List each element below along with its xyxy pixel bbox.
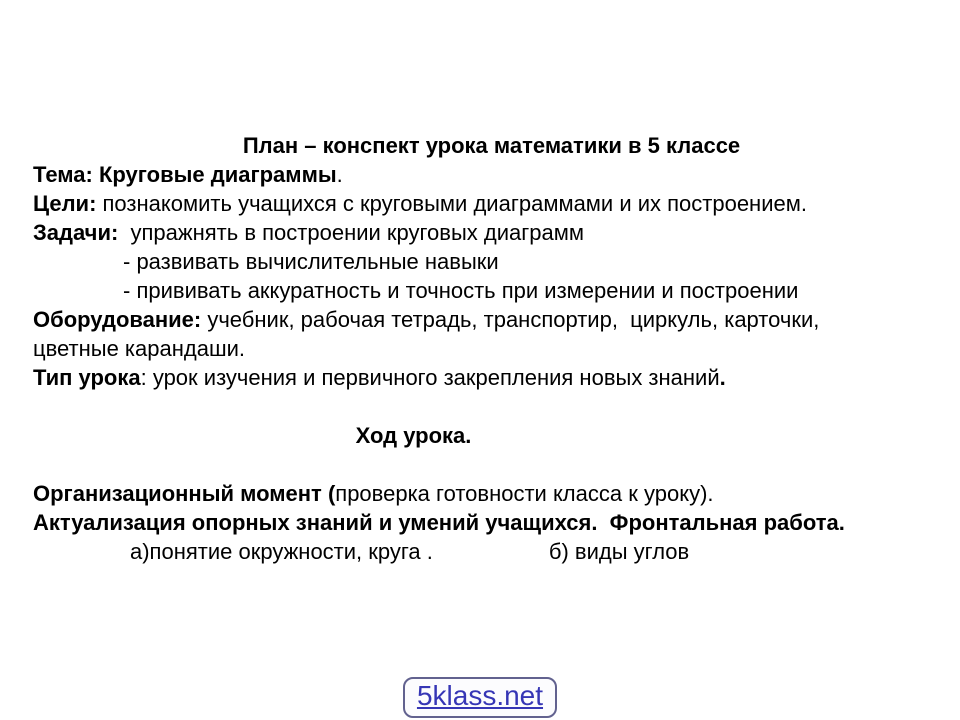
subitem-a: а)понятие окружности, круга . xyxy=(130,539,433,564)
footer-site-link[interactable]: 5klass.net xyxy=(416,680,544,711)
celi-label: Цели: xyxy=(33,191,97,216)
blank-line-1 xyxy=(33,392,930,421)
task-privivat-line: - прививать аккуратность и точность при измерении и построении xyxy=(123,278,799,303)
task-develop-line: - развивать вычислительные навыки xyxy=(123,249,499,274)
footer-site-button[interactable] xyxy=(403,677,557,718)
zadachi-label: Задачи: xyxy=(33,220,119,245)
tip-uroka-line xyxy=(33,363,930,392)
blank-line-2 xyxy=(33,450,930,479)
tip-uroka-label: Тип урока xyxy=(33,365,141,390)
celi-text: познакомить учащихся с круговыми диаграммами и их построением. xyxy=(96,191,807,216)
hod-uroka-heading: Ход урока. xyxy=(355,423,472,448)
oborudovanie-line2: цветные карандаши. xyxy=(33,336,246,361)
subitem-b: б) виды углов xyxy=(548,539,690,564)
org-moment-label: Организационный момент ( xyxy=(33,481,336,506)
tema-period: . xyxy=(336,162,343,187)
tema-label: Тема: Круговые диаграммы xyxy=(33,162,337,187)
zadachi-line xyxy=(33,218,930,247)
tip-uroka-text: : урок изучения и первичного закрепления новых знаний xyxy=(140,365,720,390)
zadachi-text: упражнять в построении круговых диаграмм xyxy=(118,220,585,245)
celi-line xyxy=(33,189,930,218)
oborudovanie-line xyxy=(33,305,930,334)
page-title: План – конспект урока математики в 5 классе xyxy=(242,133,741,158)
oborudovanie-label: Оборудование: xyxy=(33,307,202,332)
org-moment-text: проверка готовности класса к уроку). xyxy=(335,481,714,506)
aktualizaciya-line: Актуализация опорных знаний и умений учащихся. Фронтальная работа. xyxy=(33,510,845,535)
tema-line xyxy=(33,160,930,189)
org-moment-line xyxy=(33,479,930,508)
tip-uroka-period: . xyxy=(719,365,726,390)
subitems-line xyxy=(130,537,930,566)
oborudovanie-text: учебник, рабочая тетрадь, транспортир, циркуль, карточки, xyxy=(201,307,820,332)
footer xyxy=(0,677,960,718)
